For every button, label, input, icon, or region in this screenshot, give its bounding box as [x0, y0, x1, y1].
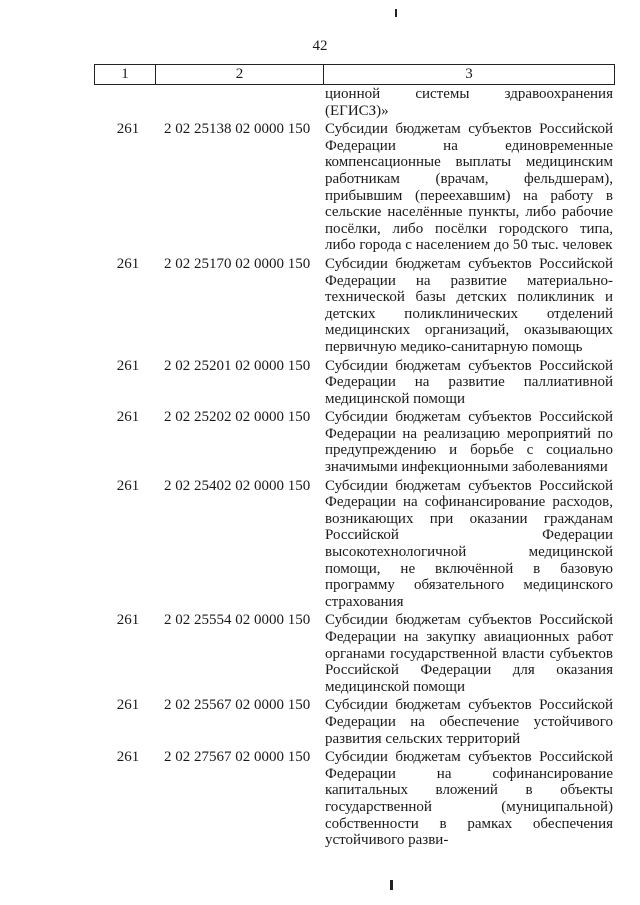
table-row: [94, 749, 613, 849]
row-text: Субсидии бюджетам субъектов Российской Федерации на единовременные компенсационные выплаты медицинским работникам (врачам, фельдшерам), прибывшим (переехавшим) на работу в сельские населённые пункты, либо рабочие посёлки, либо посёлки городского типа, либо города с населением до 50 тыс. человек: [325, 121, 613, 254]
table-row: [94, 697, 613, 747]
scan-mark-top: [395, 9, 397, 17]
table-row: [94, 358, 613, 408]
table-row: [94, 86, 613, 119]
page-number: 42: [312, 38, 328, 54]
header-col-2: 2: [156, 65, 324, 84]
table-row: [94, 409, 613, 475]
row-text: Субсидии бюджетам субъектов Российской Федерации на развитие паллиативной медицинской помощи: [325, 357, 613, 407]
row-code: 261: [116, 477, 140, 494]
table-header: [94, 64, 615, 85]
row-text: Субсидии бюджетам субъектов Российской Федерации на закупку авиационных работ органами государственной власти субъектов Российской Федерации для оказания медицинской помощи: [325, 612, 613, 695]
row-text: Субсидии бюджетам субъектов Российской Федерации на софинансирование расходов, возникающих при оказании гражданам Российской Федерации высокотехнологичной медицинской помощи, не включённой в базовую программу обязательного медицинского страхования: [325, 477, 613, 610]
row-kbk: 2 02 25170 02 0000 150: [164, 255, 311, 272]
row-kbk: [154, 86, 321, 119]
row-code: 261: [116, 357, 140, 374]
row-code: [94, 86, 154, 119]
row-kbk: 2 02 25138 02 0000 150: [164, 121, 311, 138]
row-kbk: 2 02 25567 02 0000 150: [164, 697, 311, 714]
row-kbk: 2 02 25554 02 0000 150: [164, 612, 311, 629]
header-col-1: 1: [95, 65, 156, 84]
header-col-3: 3: [465, 66, 473, 82]
row-text: Субсидии бюджетам субъектов Российской Федерации на софинансирование капитальных вложений в объекты государственной (муниципальной) собственности в рамках обеспечения устойчивого разви-: [325, 749, 613, 849]
table-row: [94, 256, 613, 356]
table-body: [94, 86, 613, 849]
row-kbk: 2 02 25201 02 0000 150: [164, 357, 311, 374]
table-row: [94, 121, 613, 254]
row-code: 261: [116, 697, 140, 714]
row-text: Субсидии бюджетам субъектов Российской Федерации на обеспечение устойчивого развития сельских территорий: [325, 697, 613, 747]
row-kbk: 2 02 27567 02 0000 150: [164, 749, 311, 766]
table-row: [94, 612, 613, 695]
row-kbk: 2 02 25402 02 0000 150: [164, 477, 311, 494]
row-kbk: 2 02 25202 02 0000 150: [164, 409, 311, 426]
row-text: Субсидии бюджетам субъектов Российской Федерации на развитие материально-технической базы детских поликлиник и детских поликлинических отделений медицинских организаций, оказывающих первичную медико-санитарную помощь: [325, 255, 613, 355]
row-text: ционной системы здравоохранения (ЕГИСЗ)»: [325, 86, 613, 119]
row-code: 261: [116, 749, 140, 766]
row-code: 261: [116, 612, 140, 629]
row-code: 261: [116, 121, 140, 138]
row-code: 261: [116, 255, 140, 272]
scan-mark-bottom: [390, 880, 393, 890]
row-code: 261: [116, 409, 140, 426]
table-row: [94, 478, 613, 611]
row-text: Субсидии бюджетам субъектов Российской Федерации на реализацию мероприятий по предупреждению и борьбе с социально значимыми инфекционными заболеваниями: [325, 409, 613, 476]
